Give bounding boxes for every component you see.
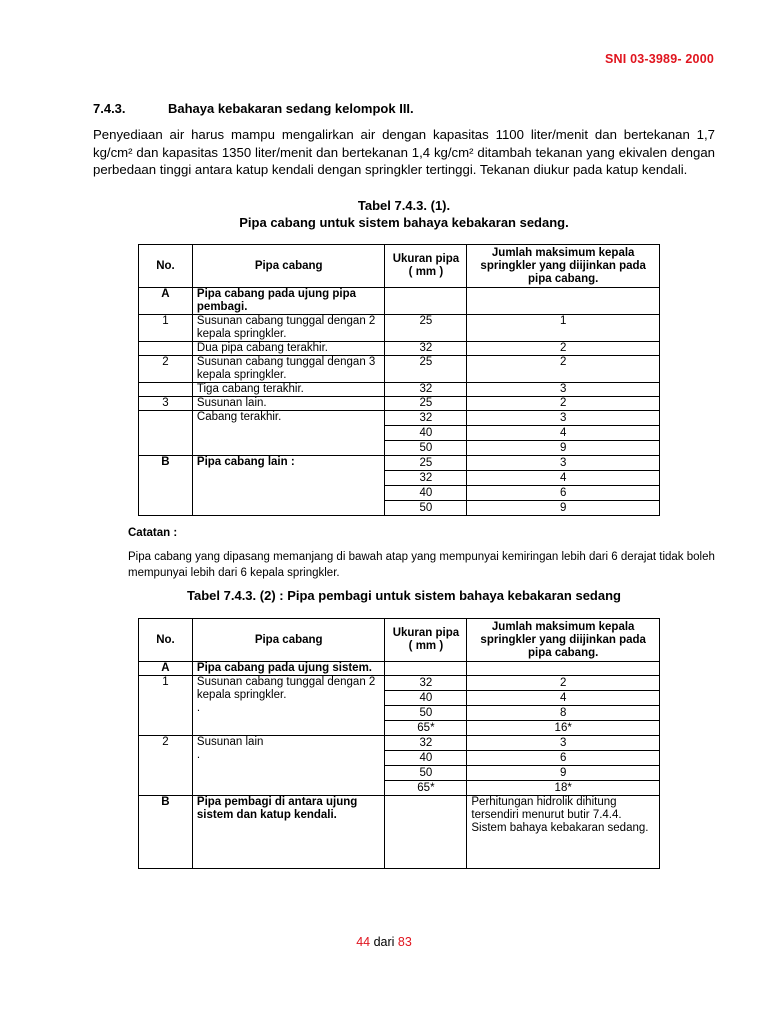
table1-cell-count: 2 bbox=[467, 356, 660, 383]
table1-cell-no: B bbox=[139, 456, 193, 516]
table1-cell-size: 25 bbox=[385, 397, 467, 411]
table2-row bbox=[139, 662, 660, 676]
table2-counts-value: 3 bbox=[559, 737, 567, 749]
table1-counts-value: 6 bbox=[467, 485, 659, 500]
table2-header-size: Ukuran pipa ( mm ) bbox=[385, 619, 467, 662]
table1-cell-desc: Pipa cabang lain : bbox=[192, 456, 385, 516]
table1-cell-desc: Susunan cabang tunggal dengan 3 kepala springkler. bbox=[192, 356, 385, 383]
table1-cell-no bbox=[139, 383, 193, 397]
table2-counts-value: 6 bbox=[467, 750, 659, 765]
table1-header-count: Jumlah maksimum kepala springkler yang diijinkan pada pipa cabang. bbox=[467, 245, 660, 288]
table2-cell-desc: Susunan lain . bbox=[192, 736, 385, 796]
table2-cell-no: 1 bbox=[139, 676, 193, 736]
table2-counts-value: 2 bbox=[559, 677, 567, 689]
table1-caption-line2: Pipa cabang untuk sistem bahaya kebakaran sedang. bbox=[239, 215, 569, 230]
table2-sizes-value: 40 bbox=[385, 690, 466, 705]
table1-cell-size bbox=[385, 411, 467, 456]
table2-row bbox=[139, 676, 660, 736]
table1-sizes-value: 25 bbox=[419, 457, 433, 469]
section-paragraph: Penyediaan air harus mampu mengalirkan air dengan kapasitas 1100 liter/menit dan bertekanan 1,7 kg/cm² dan kapasitas 1350 liter/menit dan bertekanan 1,4 kg/cm² ditambah tekanan yang ekivalen dengan perbedaan tinggi antara katup kendali dengan springkler tertinggi. Tekanan diukur pada katup kendali. bbox=[93, 127, 715, 177]
section-title: Bahaya kebakaran sedang kelompok III. bbox=[168, 101, 414, 116]
table2-row bbox=[139, 796, 660, 869]
section-number: 7.4.3. bbox=[93, 101, 126, 116]
table1-cell-no: 1 bbox=[139, 315, 193, 342]
table1-cell-count: 2 bbox=[467, 397, 660, 411]
table2-counts-value: 4 bbox=[467, 690, 659, 705]
table1-sizes-value: 50 bbox=[385, 500, 466, 515]
table2-cell-no: A bbox=[139, 662, 193, 676]
table1-cell-count bbox=[467, 456, 660, 516]
table2-cell-no: 2 bbox=[139, 736, 193, 796]
table1-cell-count bbox=[467, 411, 660, 456]
table1-row bbox=[139, 456, 660, 516]
table1-cell-desc: Cabang terakhir. bbox=[192, 411, 385, 456]
table1-cell-size bbox=[385, 288, 467, 315]
table1-header-no: No. bbox=[139, 245, 193, 288]
table1-sizes-value: 32 bbox=[385, 470, 466, 485]
table1-caption-line1: Tabel 7.4.3. (1). bbox=[357, 198, 451, 213]
table1-sizes-value: 40 bbox=[385, 425, 466, 440]
notes-heading: Catatan : bbox=[128, 527, 178, 539]
table1-cell-size: 25 bbox=[385, 315, 467, 342]
page-number: 44 bbox=[356, 935, 371, 949]
page-of: dari bbox=[373, 935, 395, 949]
table2-cell-size bbox=[385, 736, 467, 796]
table1-row bbox=[139, 315, 660, 342]
table2-sizes-value: 50 bbox=[385, 765, 466, 780]
table1-row bbox=[139, 383, 660, 397]
table2-counts-value: 18* bbox=[467, 780, 659, 795]
table2-sizes-value: 40 bbox=[385, 750, 466, 765]
table1-cell-no: 3 bbox=[139, 397, 193, 411]
table1-cell-count: 3 bbox=[467, 383, 660, 397]
table1-cell-no bbox=[139, 411, 193, 456]
table1 bbox=[138, 244, 660, 516]
table1-counts-value: 9 bbox=[467, 500, 659, 515]
table1-cell-desc: Pipa cabang pada ujung pipa pembagi. bbox=[192, 288, 385, 315]
table1-sizes-value: 40 bbox=[385, 485, 466, 500]
table2-cell-count: Perhitungan hidrolik dihitung tersendiri menurut butir 7.4.4. Sistem bahaya kebakaran sedang. bbox=[467, 796, 660, 869]
table2-cell-size bbox=[385, 796, 467, 869]
table1-cell-count: 1 bbox=[467, 315, 660, 342]
table1-cell-size: 32 bbox=[385, 342, 467, 356]
table1-counts-value: 4 bbox=[467, 470, 659, 485]
table1-cell-no bbox=[139, 342, 193, 356]
table2-header-row bbox=[139, 619, 660, 662]
table2-sizes-value: 50 bbox=[385, 705, 466, 720]
standard-code: SNI 03-3989- 2000 bbox=[604, 52, 714, 66]
table1-row bbox=[139, 356, 660, 383]
table1-row bbox=[139, 342, 660, 356]
table1-cell-desc: Susunan lain. bbox=[192, 397, 385, 411]
table2-cell-count bbox=[467, 676, 660, 736]
table2-counts-value: 16* bbox=[467, 720, 659, 735]
table1-cell-desc: Susunan cabang tunggal dengan 2 kepala springkler. bbox=[192, 315, 385, 342]
table1-sizes-value: 50 bbox=[385, 440, 466, 455]
table1-cell-desc: Tiga cabang terakhir. bbox=[192, 383, 385, 397]
table1-sizes-value: 32 bbox=[419, 412, 433, 424]
table2-header-no: No. bbox=[139, 619, 193, 662]
table1-row bbox=[139, 288, 660, 315]
table1-header-pipe: Pipa cabang bbox=[192, 245, 385, 288]
table1-cell-size: 32 bbox=[385, 383, 467, 397]
table2-cell-desc: Pipa cabang pada ujung sistem. bbox=[192, 662, 385, 676]
table2-cell-count bbox=[467, 662, 660, 676]
table2-sizes-value: 65* bbox=[385, 720, 466, 735]
table2-row bbox=[139, 736, 660, 796]
table1-row bbox=[139, 411, 660, 456]
table1-header-row bbox=[139, 245, 660, 288]
page-footer bbox=[0, 935, 768, 949]
table1-cell-count bbox=[467, 288, 660, 315]
table1-cell-desc: Dua pipa cabang terakhir. bbox=[192, 342, 385, 356]
table1-cell-no: A bbox=[139, 288, 193, 315]
table1-counts-value: 9 bbox=[467, 440, 659, 455]
table2-cell-count bbox=[467, 736, 660, 796]
table2-caption: Tabel 7.4.3. (2) : Pipa pembagi untuk sistem bahaya kebakaran sedang bbox=[187, 588, 621, 603]
table2 bbox=[138, 618, 660, 869]
notes-text: Pipa cabang yang dipasang memanjang di bawah atap yang mempunyai kemiringan lebih dari 6 derajat tidak boleh mempunyai lebih dari 6 kepala springkler. bbox=[128, 551, 715, 579]
table2-cell-desc: Pipa pembagi di antara ujung sistem dan katup kendali. bbox=[192, 796, 385, 869]
table2-counts-value: 9 bbox=[467, 765, 659, 780]
table2-sizes-value: 32 bbox=[419, 737, 433, 749]
table1-cell-size bbox=[385, 456, 467, 516]
table1-row bbox=[139, 397, 660, 411]
table2-sizes-value: 32 bbox=[419, 677, 433, 689]
table1-counts-value: 3 bbox=[559, 457, 567, 469]
table2-sizes-value: 65* bbox=[385, 780, 466, 795]
table2-cell-desc: Susunan cabang tunggal dengan 2 kepala springkler. . bbox=[192, 676, 385, 736]
table2-header-pipe: Pipa cabang bbox=[192, 619, 385, 662]
table1-header-size: Ukuran pipa ( mm ) bbox=[385, 245, 467, 288]
table2-cell-no: B bbox=[139, 796, 193, 869]
table1-cell-count: 2 bbox=[467, 342, 660, 356]
table2-cell-size bbox=[385, 662, 467, 676]
table1-cell-no: 2 bbox=[139, 356, 193, 383]
page-total: 83 bbox=[397, 935, 412, 949]
table2-counts-value: 8 bbox=[467, 705, 659, 720]
table2-header-count: Jumlah maksimum kepala springkler yang diijinkan pada pipa cabang. bbox=[467, 619, 660, 662]
table2-cell-size bbox=[385, 676, 467, 736]
table1-counts-value: 4 bbox=[467, 425, 659, 440]
table1-counts-value: 3 bbox=[559, 412, 567, 424]
table1-cell-size: 25 bbox=[385, 356, 467, 383]
